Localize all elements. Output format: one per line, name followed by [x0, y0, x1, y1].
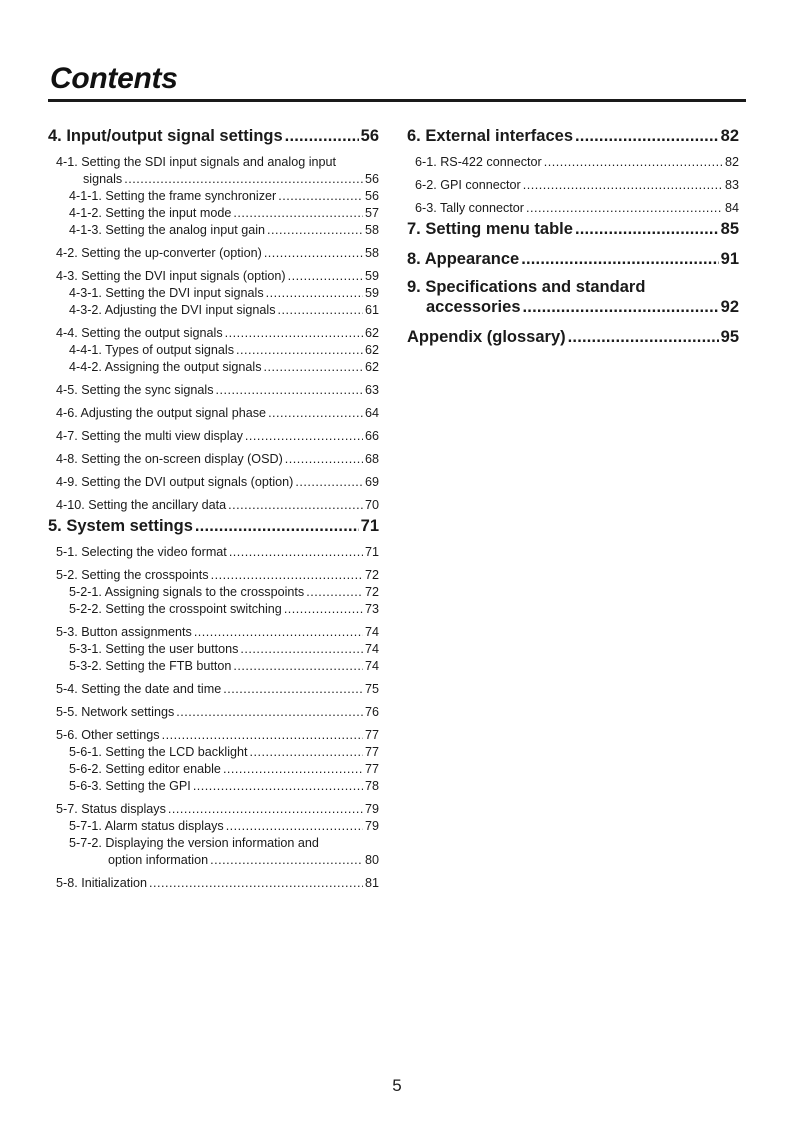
toc-entry-row: [48, 514, 379, 538]
toc-page-number: 63: [364, 383, 379, 397]
toc-page-number: 71: [364, 545, 379, 559]
toc-entry-row: [407, 247, 739, 271]
dot-leader: [124, 171, 363, 188]
dot-leader: [295, 474, 363, 491]
toc-entry[interactable]: [48, 428, 379, 445]
toc-page-number: 76: [364, 705, 379, 719]
toc-entry-row: [415, 200, 739, 217]
toc-entry-label: 5-6-3. Setting the GPI: [69, 779, 191, 793]
dot-leader: [228, 497, 363, 514]
toc-page-number: 58: [364, 246, 379, 260]
toc-entry-label: 4-3. Setting the DVI input signals (option): [56, 269, 286, 283]
toc-entry-label: 5-2-1. Assigning signals to the crosspoints: [69, 585, 305, 599]
toc-page-number: 77: [364, 728, 379, 742]
dot-leader: [278, 188, 363, 205]
toc-entry[interactable]: [407, 124, 739, 154]
toc-page-number: 82: [724, 155, 739, 169]
toc-entry[interactable]: [48, 124, 379, 154]
toc-entry-label-continued: option information: [108, 853, 209, 867]
toc-page-number: 70: [364, 498, 379, 512]
toc-entry-label: 6-3. Tally connector: [415, 201, 524, 215]
toc-entry-label: 4-6. Adjusting the output signal phase: [56, 406, 267, 420]
dot-leader: [176, 704, 363, 721]
toc-entry[interactable]: [48, 601, 379, 618]
dot-leader: [267, 222, 363, 239]
toc-entry-label: 6-2. GPI connector: [415, 178, 521, 192]
toc-page-number: 68: [364, 452, 379, 466]
toc-entry-label: 4-4-1. Types of output signals: [69, 343, 234, 357]
toc-entry-label: 4-8. Setting the on-screen display (OSD): [56, 452, 283, 466]
toc-entry-label: 5-5. Network settings: [56, 705, 175, 719]
toc-entry-row: [69, 285, 379, 302]
dot-leader: [266, 285, 363, 302]
toc-entry-row: [56, 801, 379, 818]
toc-page-number: 56: [364, 189, 379, 203]
toc-entry-row: [69, 205, 379, 222]
toc-entry-label: 4-3-1. Setting the DVI input signals: [69, 286, 264, 300]
dot-leader: [193, 778, 363, 795]
toc-entry[interactable]: [48, 325, 379, 342]
toc-page-number: 62: [364, 343, 379, 357]
toc-entry-label: 5-8. Initialization: [56, 876, 148, 890]
toc-page-number: 84: [724, 201, 739, 215]
toc-page-number: 74: [364, 659, 379, 673]
toc-page-number: 74: [364, 625, 379, 639]
toc-right-column: [407, 124, 739, 355]
toc-page-number: 92: [720, 298, 739, 316]
toc-entry-label: 5-4. Setting the date and time: [56, 682, 222, 696]
toc-entry-label: 5-7-1. Alarm status displays: [69, 819, 224, 833]
toc-entry[interactable]: [48, 497, 379, 514]
toc-left-column: [48, 124, 379, 892]
toc-entry-row: [56, 245, 379, 262]
toc-entry[interactable]: [48, 544, 379, 561]
toc-entry[interactable]: [48, 641, 379, 658]
toc-entry[interactable]: [407, 154, 739, 171]
toc-entry-row: [407, 124, 739, 148]
toc-entry-label: 4-4. Setting the output signals: [56, 326, 223, 340]
toc-entry[interactable]: [48, 188, 379, 205]
toc-entry-row: [56, 497, 379, 514]
toc-entry[interactable]: [48, 405, 379, 422]
dot-leader: [523, 177, 723, 194]
toc-entry[interactable]: [407, 200, 739, 217]
dot-leader: [245, 428, 363, 445]
toc-entry-label: 7. Setting menu table: [407, 220, 573, 238]
toc-entry-label-continued: signals: [83, 172, 123, 186]
toc-entry-row: [69, 601, 379, 618]
toc-entry[interactable]: [48, 875, 379, 892]
toc-entry[interactable]: [407, 247, 739, 277]
toc-entry-row: [56, 268, 379, 285]
toc-entry-label: 4. Input/output signal settings: [48, 127, 283, 145]
dot-leader: [575, 124, 719, 148]
toc-entry-label-continued: accessories: [426, 298, 521, 316]
dot-leader: [544, 154, 723, 171]
page-title: Contents: [50, 62, 178, 95]
toc-entry-row: [56, 325, 379, 342]
toc-entry[interactable]: [48, 624, 379, 641]
toc-page-number: 85: [720, 220, 739, 238]
toc-page-number: 64: [364, 406, 379, 420]
toc-page-number: 75: [364, 682, 379, 696]
toc-entry-label: 5-7. Status displays: [56, 802, 166, 816]
toc-entry[interactable]: [48, 302, 379, 319]
title-rule: [48, 99, 746, 102]
toc-entry-label: 5-6. Other settings: [56, 728, 160, 742]
dot-leader: [268, 405, 363, 422]
toc-entry[interactable]: [48, 222, 379, 239]
dot-leader: [278, 302, 363, 319]
toc-page-number: 91: [720, 250, 739, 268]
toc-entry[interactable]: [48, 801, 379, 818]
toc-entry-label: 5-6-1. Setting the LCD backlight: [69, 745, 248, 759]
toc-entry[interactable]: [48, 778, 379, 795]
dot-leader: [250, 744, 363, 761]
dot-leader: [288, 268, 363, 285]
toc-entry[interactable]: [48, 154, 379, 188]
dot-leader: [162, 727, 363, 744]
dot-leader: [195, 514, 359, 538]
toc-entry[interactable]: [48, 205, 379, 222]
dot-leader: [285, 124, 359, 148]
toc-page-number: 58: [364, 223, 379, 237]
toc-entry-label: 4-9. Setting the DVI output signals (option): [56, 475, 294, 489]
toc-entry-label: 6-1. RS-422 connector: [415, 155, 542, 169]
toc-entry-row: [69, 761, 379, 778]
toc-entry[interactable]: [48, 342, 379, 359]
toc-entry-row: [56, 171, 379, 188]
toc-entry-label: 4-1-1. Setting the frame synchronizer: [69, 189, 277, 203]
toc-entry[interactable]: [48, 704, 379, 721]
toc-entry-row: [69, 641, 379, 658]
dot-leader: [285, 451, 363, 468]
toc-entry-label: 5. System settings: [48, 517, 193, 535]
toc-entry-row: [56, 544, 379, 561]
dot-leader: [225, 325, 363, 342]
toc-page-number: 72: [364, 585, 379, 599]
toc-entry-row: [415, 154, 739, 171]
toc-page-number: 79: [364, 819, 379, 833]
toc-entry-row: [69, 584, 379, 601]
dot-leader: [521, 247, 718, 271]
dot-leader: [264, 359, 363, 376]
toc-entry-label: 5-3-2. Setting the FTB button: [69, 659, 232, 673]
toc-entry[interactable]: [407, 277, 739, 325]
toc-entry-row: [407, 325, 739, 349]
toc-page-number: 59: [364, 269, 379, 283]
toc-page-number: 62: [364, 326, 379, 340]
toc-entry-label: 9. Specifications and standard: [407, 278, 646, 296]
toc-entry-row: [56, 727, 379, 744]
toc-page-number: 66: [364, 429, 379, 443]
toc-entry-row: [69, 778, 379, 795]
toc-entry[interactable]: [48, 451, 379, 468]
toc-entry-row: [56, 451, 379, 468]
toc-entry-label: 5-6-2. Setting editor enable: [69, 762, 221, 776]
toc-entry[interactable]: [48, 514, 379, 544]
toc-page-number: 77: [364, 745, 379, 759]
toc-page-number: 56: [360, 127, 379, 145]
dot-leader: [568, 325, 719, 349]
dot-leader: [284, 601, 363, 618]
toc-entry[interactable]: [48, 474, 379, 491]
toc-entry-row: [56, 567, 379, 584]
toc-entry-row: [56, 704, 379, 721]
dot-leader: [194, 624, 363, 641]
toc-entry[interactable]: [48, 681, 379, 698]
dot-leader: [223, 681, 363, 698]
toc-page-number: 80: [364, 853, 379, 867]
toc-entry-row: [56, 405, 379, 422]
toc-entry-row: [415, 177, 739, 194]
toc-page-number: 95: [720, 328, 739, 346]
toc-entry-row: [56, 875, 379, 892]
dot-leader: [149, 875, 363, 892]
toc-entry-row: [56, 474, 379, 491]
toc-page-number: 57: [364, 206, 379, 220]
toc-page-number: 77: [364, 762, 379, 776]
toc-entry-label: 4-4-2. Assigning the output signals: [69, 360, 262, 374]
toc-page-number: 59: [364, 286, 379, 300]
toc-entry-label: 4-7. Setting the multi view display: [56, 429, 243, 443]
toc-page-number: 81: [364, 876, 379, 890]
dot-leader: [236, 342, 363, 359]
toc-page-number: 72: [364, 568, 379, 582]
dot-leader: [264, 245, 363, 262]
toc-entry[interactable]: [48, 567, 379, 584]
dot-leader: [223, 761, 363, 778]
toc-entry[interactable]: [48, 744, 379, 761]
toc-entry[interactable]: [48, 359, 379, 376]
toc-entry[interactable]: [48, 658, 379, 675]
toc-entry-label: 4-1-2. Setting the input mode: [69, 206, 232, 220]
toc-entry-label: 4-2. Setting the up-converter (option): [56, 246, 262, 260]
toc-entry-label: 4-3-2. Adjusting the DVI input signals: [69, 303, 276, 317]
toc-entry[interactable]: [48, 245, 379, 262]
dot-leader: [168, 801, 363, 818]
toc-entry[interactable]: [48, 285, 379, 302]
toc-entry-label: 5-3. Button assignments: [56, 625, 192, 639]
toc-entry-row: [69, 302, 379, 319]
toc-entry-row: [69, 359, 379, 376]
toc-entry-row: [69, 188, 379, 205]
toc-page-number: 56: [364, 172, 379, 186]
dot-leader: [233, 658, 363, 675]
toc-entry-row: [407, 217, 739, 241]
dot-leader: [210, 852, 363, 869]
toc-page-number: 83: [724, 178, 739, 192]
toc-entry-row: [69, 818, 379, 835]
toc-entry-row: [69, 852, 379, 869]
toc-entry-label: 4-5. Setting the sync signals: [56, 383, 214, 397]
toc-entry-label: 5-3-1. Setting the user buttons: [69, 642, 239, 656]
toc-page-number: 79: [364, 802, 379, 816]
toc-entry-label: 5-2. Setting the crosspoints: [56, 568, 209, 582]
toc-entry[interactable]: [48, 835, 379, 869]
toc-entry-row: [69, 658, 379, 675]
dot-leader: [306, 584, 363, 601]
toc-entry-row: [56, 681, 379, 698]
dot-leader: [240, 641, 363, 658]
toc-page-number: 78: [364, 779, 379, 793]
dot-leader: [229, 544, 363, 561]
toc-entry[interactable]: [48, 268, 379, 285]
toc-entry-row: [56, 382, 379, 399]
toc-entry-label: 5-7-2. Displaying the version information and: [69, 836, 319, 850]
toc-entry[interactable]: [407, 325, 739, 355]
toc-entry-row: [69, 342, 379, 359]
toc-entry[interactable]: [407, 217, 739, 247]
toc-entry-label: 4-10. Setting the ancillary data: [56, 498, 227, 512]
dot-leader: [211, 567, 363, 584]
toc-page-number: 74: [364, 642, 379, 656]
dot-leader: [575, 217, 719, 241]
dot-leader: [226, 818, 363, 835]
page-number: 5: [392, 1076, 402, 1095]
dot-leader: [526, 200, 723, 217]
toc-entry-label: 5-1. Selecting the video format: [56, 545, 227, 559]
toc-entry-row: [48, 124, 379, 148]
toc-entry[interactable]: [48, 818, 379, 835]
dot-leader: [216, 382, 363, 399]
toc-entry-row: [69, 744, 379, 761]
dot-leader: [523, 297, 719, 317]
toc-page-number: 82: [720, 127, 739, 145]
toc-entry[interactable]: [407, 177, 739, 194]
toc-entry[interactable]: [48, 761, 379, 778]
toc-entry-label: 4-1. Setting the SDI input signals and analog input: [56, 155, 337, 169]
toc-page-number: 69: [364, 475, 379, 489]
toc-entry-label: 8. Appearance: [407, 250, 520, 268]
toc-entry-row: [56, 624, 379, 641]
dot-leader: [233, 205, 363, 222]
toc-page-number: 61: [364, 303, 379, 317]
toc-entry-row: [56, 428, 379, 445]
toc-entry-label: 6. External interfaces: [407, 127, 573, 145]
toc-page-number: 73: [364, 602, 379, 616]
toc-page-number: 62: [364, 360, 379, 374]
toc-entry-row: [407, 297, 739, 317]
toc-entry-label: Appendix (glossary): [407, 328, 566, 346]
toc-entry-label: 4-1-3. Setting the analog input gain: [69, 223, 266, 237]
toc-entry-label: 5-2-2. Setting the crosspoint switching: [69, 602, 282, 616]
toc-page-number: 71: [360, 517, 379, 535]
toc-entry[interactable]: [48, 727, 379, 744]
toc-entry[interactable]: [48, 584, 379, 601]
toc-entry[interactable]: [48, 382, 379, 399]
toc-entry-row: [69, 222, 379, 239]
